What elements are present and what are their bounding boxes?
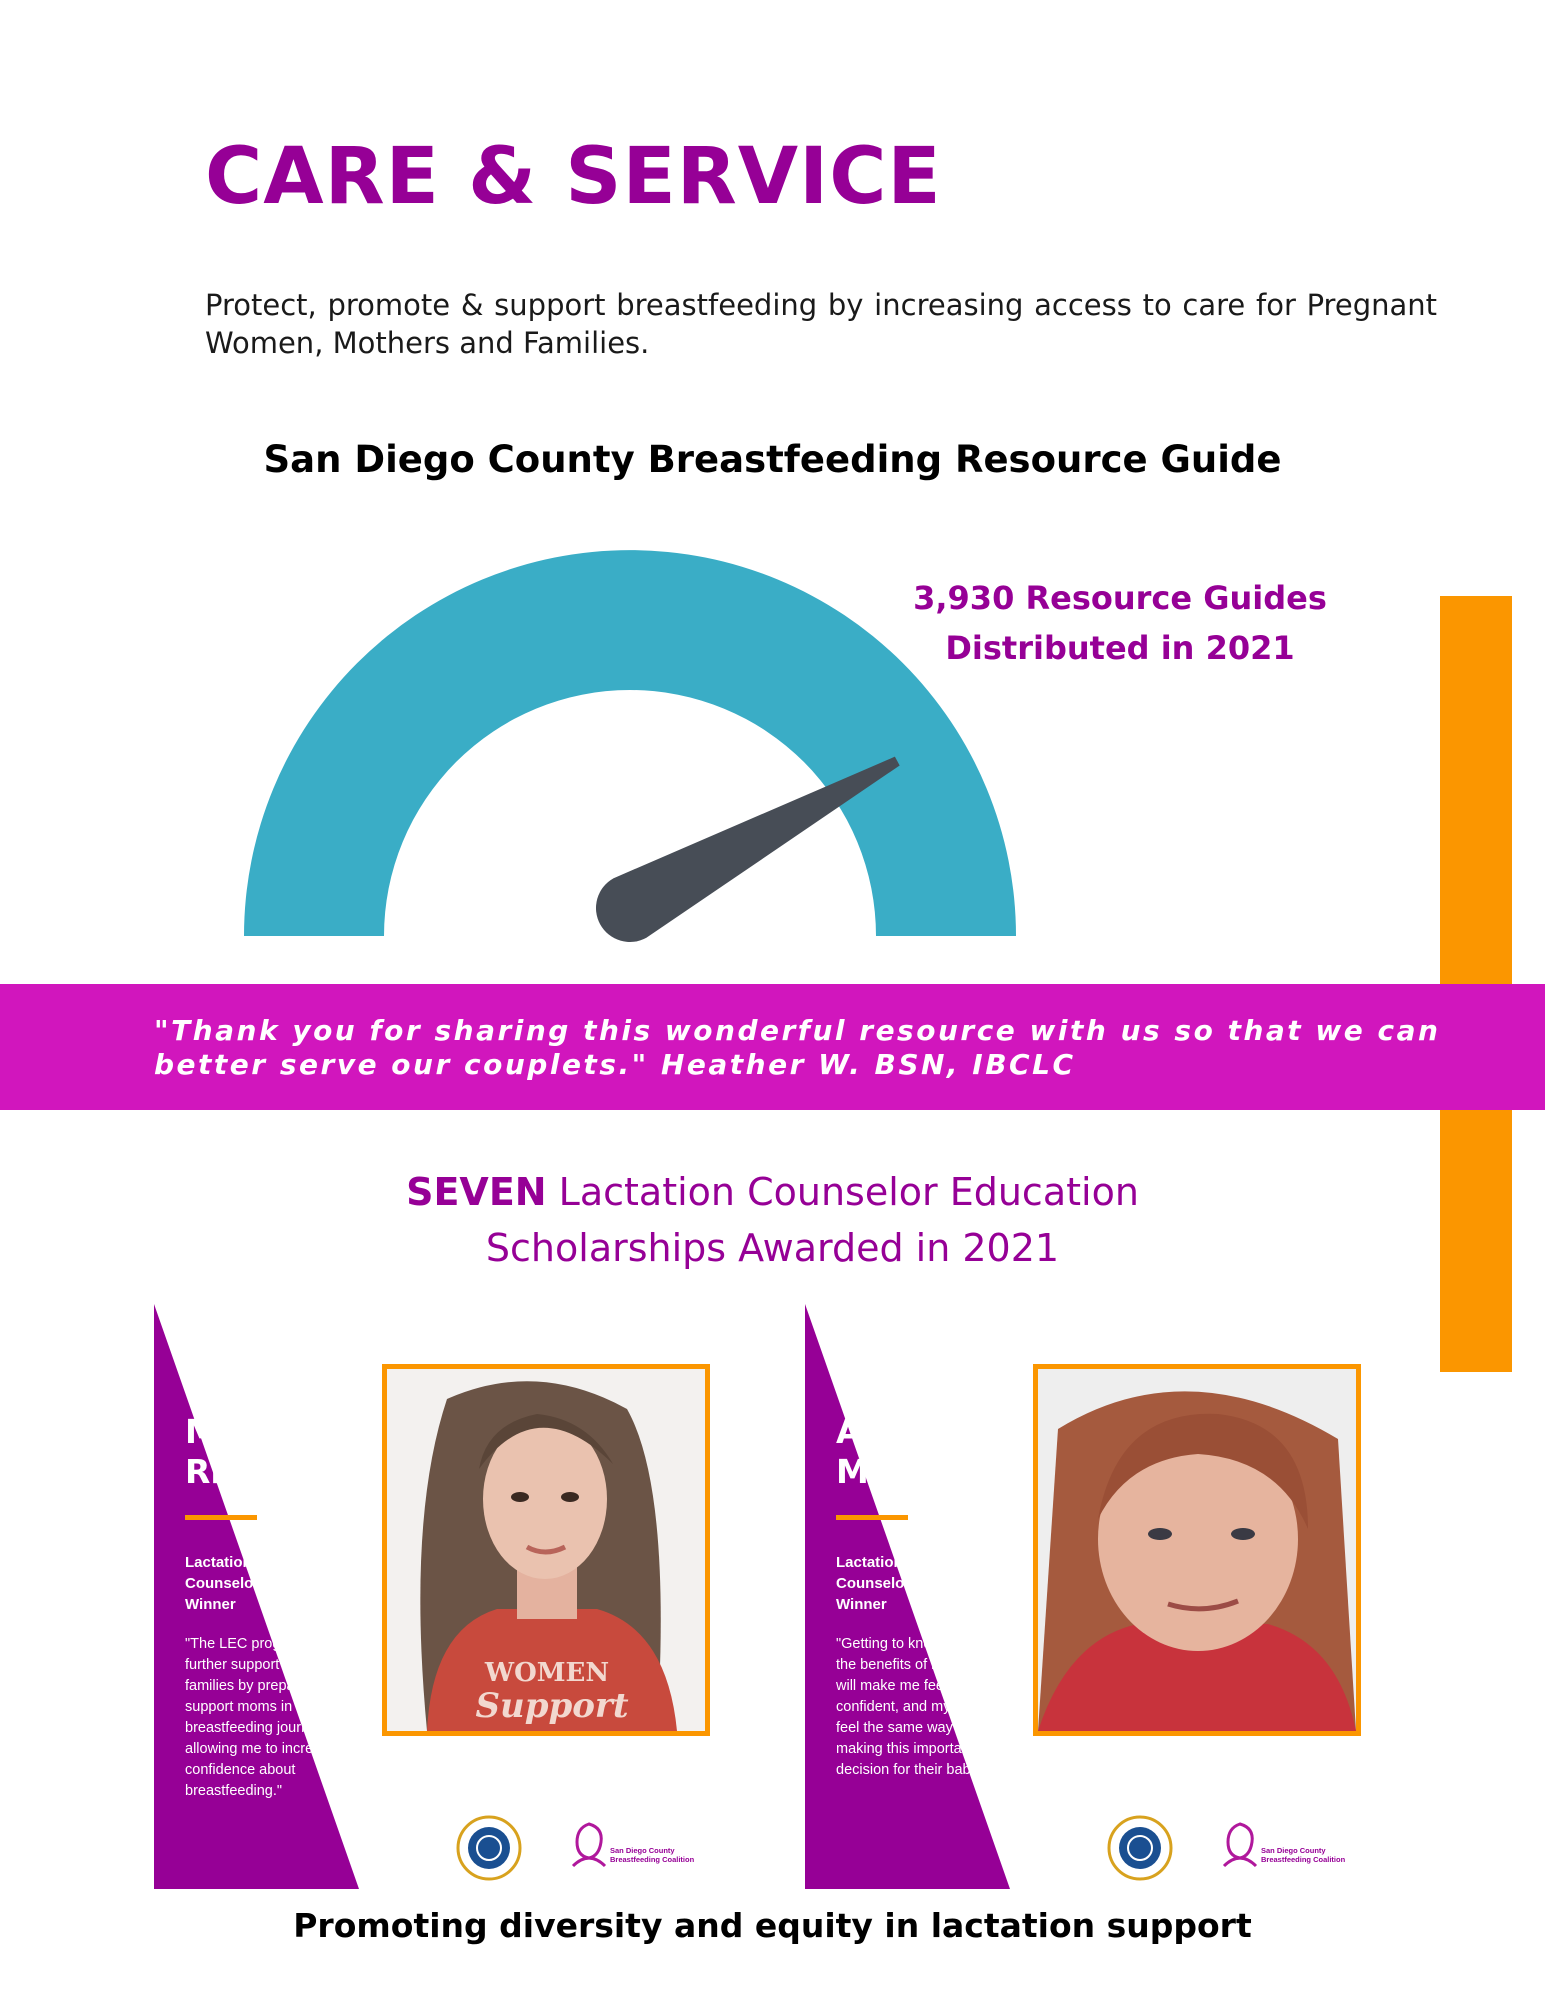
testimonial-quote: "Thank you for sharing this wonderful resource with us so that we can better serve our couplets." Heather W. BSN, IBCLC [154,1014,1441,1081]
scholar-first-name: Mayra [185,1412,300,1451]
scholar-last-name: Rivera [185,1452,305,1491]
scholarship-heading-line-2: Scholarships Awarded in 2021 [485,1226,1060,1270]
scholar-first-name: Ana L. [836,1412,953,1451]
scholarship-heading-rest: Lactation Counselor Education [546,1170,1139,1214]
stat-line-1: 3,930 Resource Guides [913,579,1327,617]
meet-label: MEET [185,1368,250,1390]
meet-label: MEET [836,1368,901,1390]
scholarship-count: SEVEN [406,1170,547,1214]
name-divider [185,1515,257,1520]
gauge-needle [596,757,900,942]
scholar-name [836,1412,1036,1492]
coalition-name: San Diego County Breastfeeding Coalition [610,1846,695,1864]
award-title: Lactation Education Counselor Scholarship Winner [836,1554,1001,1613]
coalition-logo-icon [569,1820,609,1870]
scholarship-heading-line-1 [0,1164,1545,1220]
county-seal-icon [1107,1815,1173,1881]
resource-guide-stat [880,573,1360,673]
resource-guide-title: San Diego County Breastfeeding Resource Guide [263,438,1282,481]
stat-line-2: Distributed in 2021 [945,629,1295,667]
page-title: CARE & SERVICE [205,132,942,222]
name-divider [836,1515,908,1520]
scholar-quote: "The LEC program will further support my work with families by preparing me to support moms in their breastfeeding journey and allowing me to increase their confidence about breastfeeding." [185,1636,369,1799]
scholar-name [185,1412,385,1492]
shirt-text-2: Support [475,1686,629,1726]
county-seal-icon [456,1815,522,1881]
scholar-quote: "Getting to know more about the benefits of breastfeeding will make me feel more confident, and my clients will feel the same way too when making this important decision for their babies. " [836,1636,1020,1778]
intro-paragraph: Protect, promote & support breastfeeding by increasing access to care for Pregnant Women, Mothers and Families. [205,288,1437,360]
shirt-text-1: WOMEN [484,1658,610,1688]
footer-tagline: Promoting diversity and equity in lactation support [293,1906,1252,1945]
scholarship-heading [0,1164,1545,1276]
coalition-logo-icon [1220,1820,1260,1870]
scholar-card-ana-monreal [805,1304,1346,1889]
scholar-card-mayra-rivera [154,1304,695,1889]
coalition-name: San Diego County Breastfeeding Coalition [1261,1846,1346,1864]
scholar-photo [1033,1364,1361,1736]
scholar-photo [382,1364,710,1736]
scholar-last-name: Monreal [836,1452,988,1491]
award-title: Lactation Education Counselor Scholarship Winner [185,1554,350,1613]
